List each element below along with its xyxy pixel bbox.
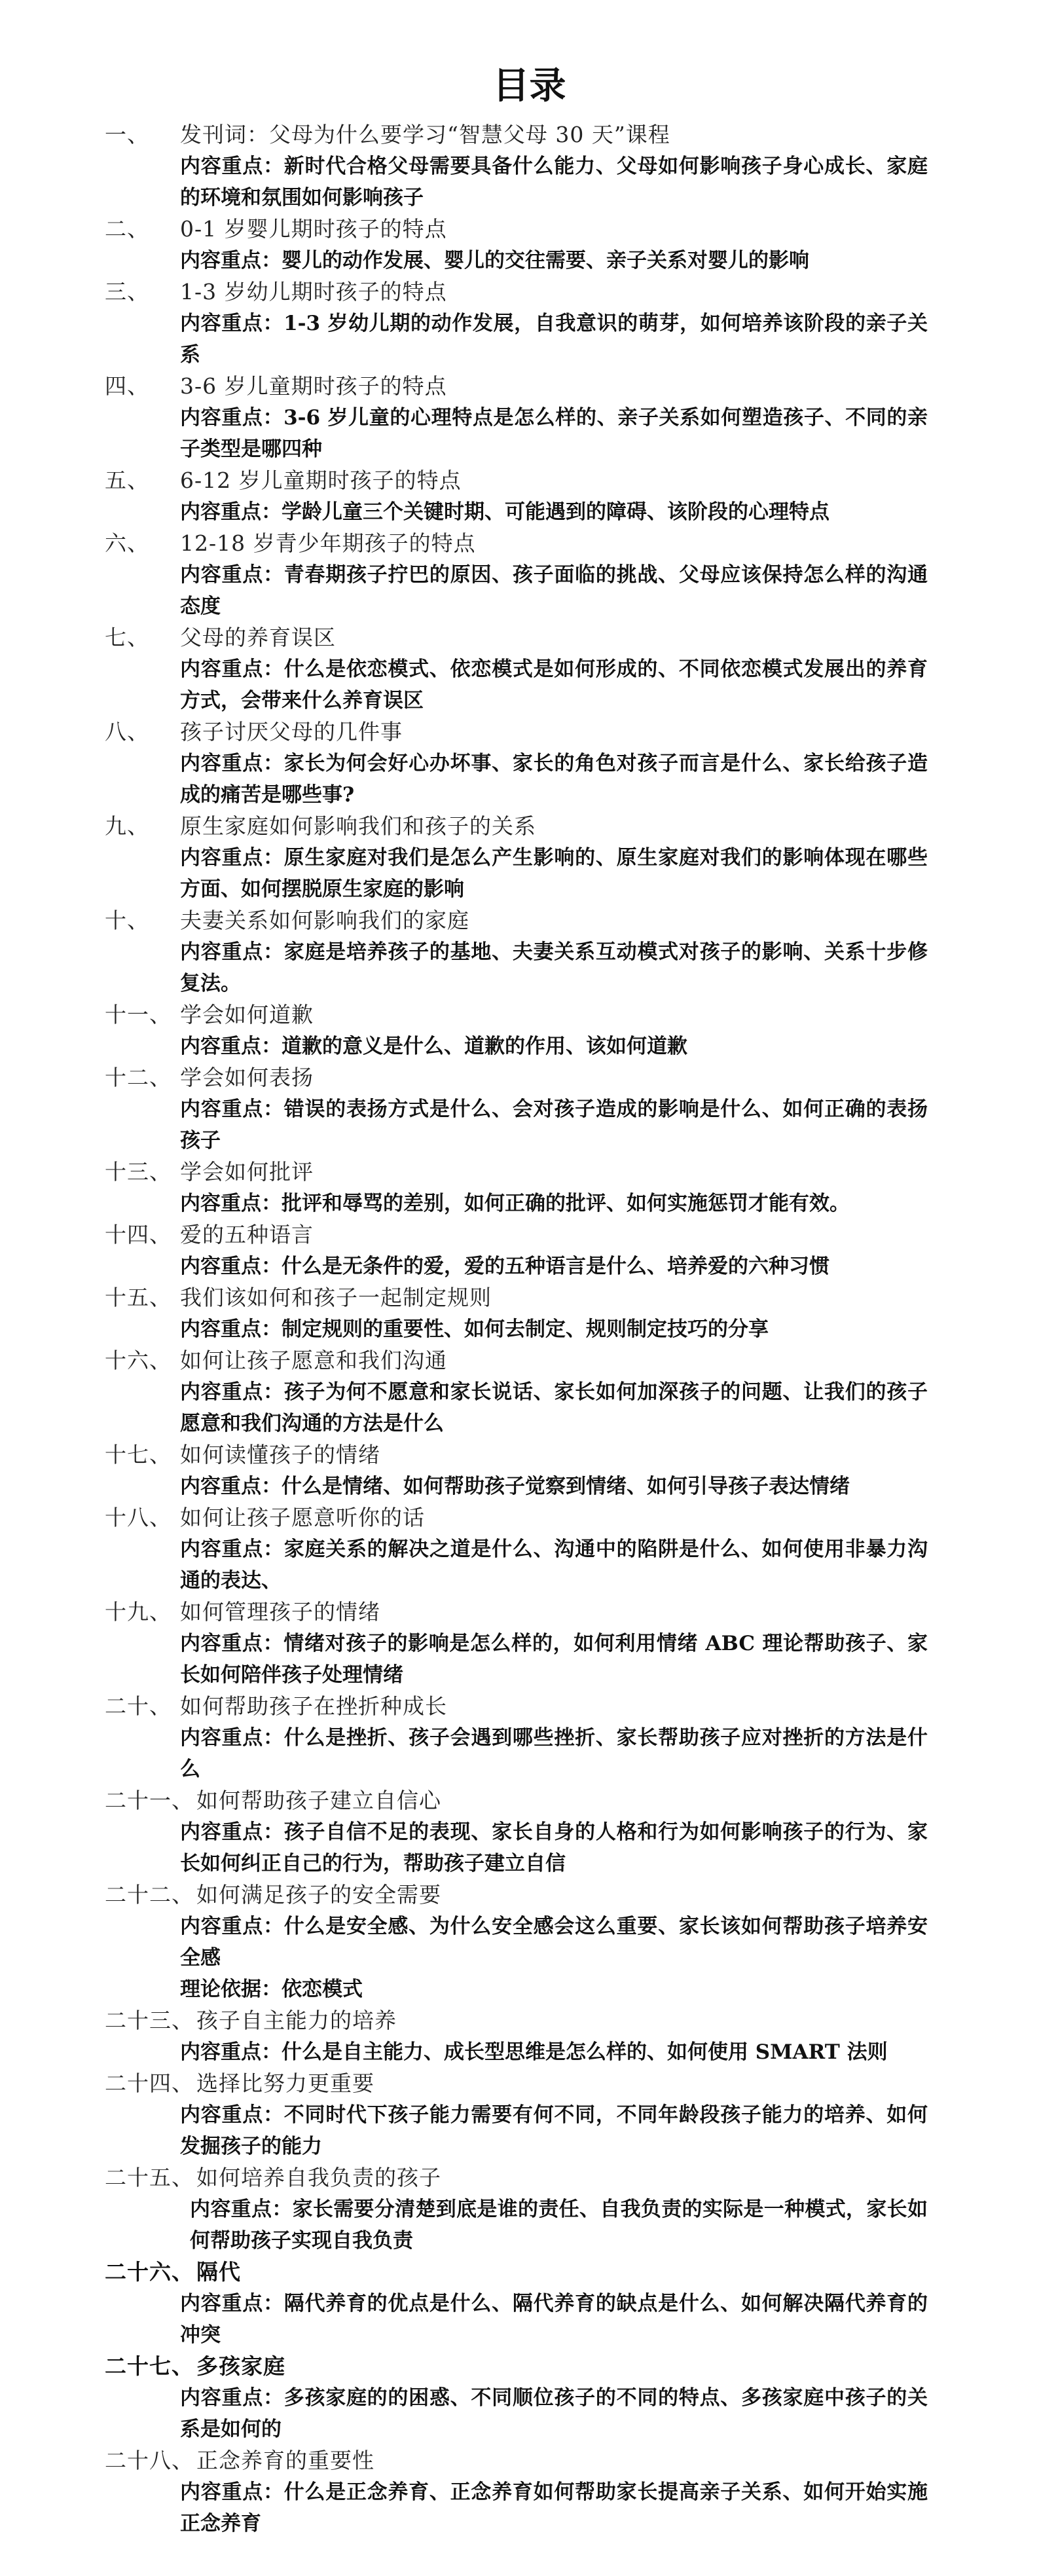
toc-detail: 内容重点：原生家庭对我们是怎么产生影响的、原生家庭对我们的影响体现在哪些方面、如何摆脱原生家庭的影响: [180, 846, 928, 901]
toc-heading: [105, 119, 928, 151]
toc-heading: [105, 1502, 928, 1534]
toc-entry: [105, 1345, 928, 1439]
toc-detail: 内容重点：什么是情绪、如何帮助孩子觉察到情绪、如何引导孩子表达情绪: [180, 1475, 850, 1498]
toc-entry: [105, 2162, 928, 2256]
toc-heading-text: 如何让孩子愿意和我们沟通: [180, 1348, 447, 1373]
toc-number: 十四、: [105, 1222, 172, 1247]
toc-detail: 内容重点：什么是自主能力、成长型思维是怎么样的、如何使用 SMART 法则: [180, 2040, 888, 2064]
toc-heading: [105, 1219, 928, 1251]
toc-detail: 内容重点：家庭关系的解决之道是什么、沟通中的陷阱是什么、如何使用非暴力沟通的表达、: [180, 1537, 928, 1592]
toc-heading-text: 隔代: [196, 2259, 241, 2285]
toc-entry: [105, 1156, 928, 1219]
toc-heading: [105, 1439, 928, 1471]
toc-heading-text: 学会如何表扬: [180, 1065, 314, 1090]
toc-number: 七、: [105, 625, 149, 650]
toc-entry: [105, 999, 928, 1062]
toc-heading: [105, 1345, 928, 1376]
toc-detail: 内容重点：3-6 岁儿童的心理特点是怎么样的、亲子关系如何塑造孩子、不同的亲子类型是哪四种: [180, 406, 928, 461]
toc-number: 一、: [105, 122, 149, 147]
toc-entry: [105, 2351, 928, 2445]
toc-number: 四、: [105, 373, 149, 399]
toc-heading-text: 如何帮助孩子在挫折种成长: [180, 1693, 447, 1719]
toc-entry: [105, 1596, 928, 1691]
toc-entry: [105, 811, 928, 905]
toc-heading-text: 学会如何批评: [180, 1159, 314, 1185]
toc-heading: [105, 465, 928, 496]
toc-entry: [105, 2445, 928, 2539]
toc-number: 十三、: [105, 1159, 172, 1185]
toc-detail: 内容重点：家长为何会好心办坏事、家长的角色对孩子而言是什么、家长给孩子造成的痛苦是哪些事?: [180, 752, 928, 807]
toc-heading-text: 多孩家庭: [196, 2353, 285, 2379]
toc-heading: [105, 999, 928, 1031]
toc-heading-text: 夫妻关系如何影响我们的家庭: [180, 908, 469, 933]
toc-entry: [105, 1502, 928, 1596]
toc-number: 二十七、: [105, 2353, 194, 2379]
toc-heading-text: 12-18 岁青少年期孩子的特点: [180, 530, 476, 556]
toc-entry: [105, 716, 928, 811]
toc-entry: [105, 1879, 928, 2005]
toc-heading: [105, 2068, 928, 2099]
toc-heading: [105, 905, 928, 936]
toc-number: 五、: [105, 468, 149, 493]
toc-heading: [105, 811, 928, 842]
toc-detail: 内容重点：孩子自信不足的表现、家长自身的人格和行为如何影响孩子的行为、家长如何纠正自己的行为，帮助孩子建立自信: [180, 1820, 928, 1875]
toc-number: 十八、: [105, 1505, 172, 1530]
toc-detail: 内容重点：什么是依恋模式、依恋模式是如何形成的、不同依恋模式发展出的养育方式，会带来什么养育误区: [180, 657, 928, 712]
toc-heading: [105, 276, 928, 308]
toc-detail: 内容重点：青春期孩子拧巴的原因、孩子面临的挑战、父母应该保持怎么样的沟通态度: [180, 563, 928, 618]
toc-number: 八、: [105, 719, 149, 745]
toc-heading-text: 1-3 岁幼儿期时孩子的特点: [180, 279, 447, 304]
toc-heading-text: 如何满足孩子的安全需要: [196, 1882, 441, 1907]
toc-number: 二十五、: [105, 2165, 194, 2190]
toc-heading: [105, 2351, 928, 2382]
toc-heading: [105, 213, 928, 245]
toc-heading: [105, 2445, 928, 2476]
toc-entry: [105, 2256, 928, 2351]
toc-heading: [105, 528, 928, 559]
toc-entry: [105, 465, 928, 528]
toc-detail: 内容重点：情绪对孩子的影响是怎么样的，如何利用情绪 ABC 理论帮助孩子、家长如何陪伴孩子处理情绪: [180, 1632, 928, 1687]
toc-heading: [105, 371, 928, 402]
toc-detail: 理论依据：依恋模式: [180, 1978, 363, 2001]
toc-heading-text: 爱的五种语言: [180, 1222, 314, 1247]
toc-heading-text: 学会如何道歉: [180, 1002, 314, 1027]
toc-heading-text: 我们该如何和孩子一起制定规则: [180, 1285, 492, 1310]
toc-number: 二、: [105, 216, 149, 242]
toc-entry: [105, 213, 928, 276]
toc-heading: [105, 1879, 928, 1911]
toc-detail: 内容重点：1-3 岁幼儿期的动作发展，自我意识的萌芽，如何培养该阶段的亲子关系: [180, 312, 928, 367]
toc-detail: 内容重点：婴儿的动作发展、婴儿的交往需要、亲子关系对婴儿的影响: [180, 249, 809, 272]
toc-detail: 内容重点：批评和辱骂的差别，如何正确的批评、如何实施惩罚才能有效。: [180, 1192, 850, 1215]
toc-number: 十二、: [105, 1065, 172, 1090]
toc-heading: [105, 1282, 928, 1314]
toc-number: 十六、: [105, 1348, 172, 1373]
toc-heading: [105, 622, 928, 653]
toc-entry: [105, 622, 928, 716]
toc-entry: [105, 1282, 928, 1345]
toc-detail: 内容重点：道歉的意义是什么、道歉的作用、该如何道歉: [180, 1035, 687, 1058]
toc-heading: [105, 716, 928, 748]
toc-entry: [105, 2068, 928, 2162]
toc-number: 十七、: [105, 1442, 172, 1467]
toc-heading-text: 如何帮助孩子建立自信心: [196, 1788, 441, 1813]
toc-heading-text: 父母的养育误区: [180, 625, 336, 650]
toc-number: 二十八、: [105, 2448, 194, 2473]
toc-heading-text: 6-12 岁儿童期时孩子的特点: [180, 468, 462, 493]
toc-heading-text: 如何让孩子愿意听你的话: [180, 1505, 425, 1530]
toc-entry: [105, 371, 928, 465]
toc-heading-text: 3-6 岁儿童期时孩子的特点: [180, 373, 447, 399]
toc-heading-text: 孩子讨厌父母的几件事: [180, 719, 403, 745]
toc-heading: [105, 1156, 928, 1188]
toc-entry: [105, 905, 928, 999]
toc-number: 二十二、: [105, 1882, 194, 1907]
toc-number: 二十一、: [105, 1788, 194, 1813]
toc-entry: [105, 1219, 928, 1282]
toc-detail: 内容重点：错误的表扬方式是什么、会对孩子造成的影响是什么、如何正确的表扬孩子: [180, 1097, 928, 1152]
toc-heading-text: 如何培养自我负责的孩子: [196, 2165, 441, 2190]
toc-number: 九、: [105, 813, 149, 839]
toc-detail: 内容重点：隔代养育的优点是什么、隔代养育的缺点是什么、如何解决隔代养育的冲突: [180, 2292, 928, 2347]
toc-detail: 内容重点：制定规则的重要性、如何去制定、规则制定技巧的分享: [180, 1317, 769, 1341]
toc-number: 二十三、: [105, 2008, 194, 2033]
table-of-contents: [105, 119, 928, 2539]
toc-detail: 内容重点：什么是安全感、为什么安全感会这么重要、家长该如何帮助孩子培养安全感: [180, 1915, 928, 1970]
toc-number: 十一、: [105, 1002, 172, 1027]
toc-number: 十、: [105, 908, 149, 933]
toc-heading-text: 0-1 岁婴儿期时孩子的特点: [180, 216, 447, 242]
toc-heading-text: 原生家庭如何影响我们和孩子的关系: [180, 813, 536, 839]
toc-detail: 内容重点：什么是正念养育、正念养育如何帮助家长提高亲子关系、如何开始实施正念养育: [180, 2480, 928, 2535]
toc-entry: [105, 119, 928, 213]
toc-detail: 内容重点：家庭是培养孩子的基地、夫妻关系互动模式对孩子的影响、关系十步修复法。: [180, 940, 928, 995]
toc-detail: 内容重点：什么是无条件的爱，爱的五种语言是什么、培养爱的六种习惯: [180, 1255, 829, 1278]
page-title: 目录: [492, 65, 566, 107]
toc-detail: 内容重点：多孩家庭的的困惑、不同顺位孩子的不同的特点、多孩家庭中孩子的关系是如何的: [180, 2386, 928, 2441]
toc-heading-text: 如何读懂孩子的情绪: [180, 1442, 380, 1467]
toc-entry: [105, 276, 928, 371]
toc-number: 二十六、: [105, 2259, 194, 2285]
toc-heading-text: 如何管理孩子的情绪: [180, 1599, 380, 1625]
toc-number: 二十、: [105, 1693, 172, 1719]
toc-heading-text: 选择比努力更重要: [196, 2070, 374, 2096]
toc-heading: [105, 1785, 928, 1816]
toc-heading: [105, 1691, 928, 1722]
toc-number: 十五、: [105, 1285, 172, 1310]
toc-number: 三、: [105, 279, 149, 304]
toc-entry: [105, 2005, 928, 2068]
toc-detail: 内容重点：孩子为何不愿意和家长说话、家长如何加深孩子的问题、让我们的孩子愿意和我们沟通的方法是什么: [180, 1380, 928, 1435]
toc-entry: [105, 528, 928, 622]
toc-number: 二十四、: [105, 2070, 194, 2096]
toc-number: 六、: [105, 530, 149, 556]
toc-detail: 内容重点：不同时代下孩子能力需要有何不同，不同年龄段孩子能力的培养、如何发掘孩子的能力: [180, 2103, 928, 2158]
toc-entry: [105, 1439, 928, 1502]
toc-detail: 内容重点：什么是挫折、孩子会遇到哪些挫折、家长帮助孩子应对挫折的方法是什么: [180, 1726, 928, 1781]
toc-detail: 内容重点：家长需要分清楚到底是谁的责任、自我负责的实际是一种模式，家长如何帮助孩子实现自我负责: [190, 2198, 928, 2253]
toc-number: 十九、: [105, 1599, 172, 1625]
toc-heading: [105, 2005, 928, 2036]
toc-heading-text: 发刊词：父母为什么要学习“智慧父母 30 天”课程: [180, 122, 670, 147]
toc-heading: [105, 2162, 928, 2194]
toc-entry: [105, 1062, 928, 1156]
toc-heading-text: 孩子自主能力的培养: [196, 2008, 397, 2033]
toc-heading: [105, 2256, 928, 2288]
toc-entry: [105, 1691, 928, 1785]
toc-detail: 内容重点：新时代合格父母需要具备什么能力、父母如何影响孩子身心成长、家庭的环境和氛围如何影响孩子: [180, 155, 928, 210]
toc-heading: [105, 1062, 928, 1094]
toc-detail: 内容重点：学龄儿童三个关键时期、可能遇到的障碍、该阶段的心理特点: [180, 500, 829, 524]
toc-heading-text: 正念养育的重要性: [196, 2448, 374, 2473]
toc-entry: [105, 1785, 928, 1879]
toc-heading: [105, 1596, 928, 1628]
